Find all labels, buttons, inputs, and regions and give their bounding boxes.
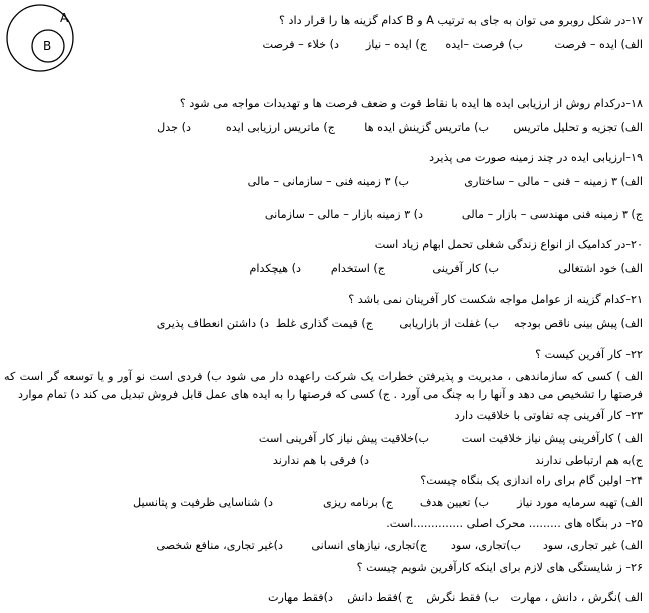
q19-option-a: الف) ۳ زمینه – فنی – مالی – ساختاری xyxy=(464,175,643,188)
q25-option-d: د)غیر تجاری، منافع شخصی xyxy=(156,539,283,552)
q23-option-d: د) فرقی با هم ندارند xyxy=(272,454,369,467)
question-26-stem: ۲۶– ز شایستگی های لازم برای اینکه کارآفرین شویم چیست ؟ xyxy=(356,561,643,574)
question-18-stem: ۱۸–درکدام روش از ارزیابی ایده ها ایده با نقاط قوت و ضعف فرصت ها و تهدیدات مواجه می شود ؟ xyxy=(179,97,643,110)
question-21-stem: ۲۱–کدام گزینه از عوامل مواجه شکست کار آفرینان نمی باشد ؟ xyxy=(348,293,643,306)
q20-option-c: ج) استخدام xyxy=(330,262,385,275)
q17-option-c: ج) ایده – نیاز xyxy=(365,38,427,51)
inner-circle-label: B xyxy=(43,39,52,53)
q24-option-d: د) شناسایی ظرفیت و پتانسیل xyxy=(133,496,273,509)
q19-option-b: ب) ۳ زمینه فنی – سازمانی – مالی xyxy=(247,175,409,188)
q18-option-b: ب) ماتریس گزینش ایده ها xyxy=(364,121,489,134)
q19-option-c: ج) ۳ زمینه فنی مهندسی – بازار – مالی xyxy=(461,208,643,221)
q21-option-d: د) داشتن انعطاف پذیری xyxy=(156,317,269,330)
q25-option-c: ج)تجاری، نیازهای انسانی xyxy=(311,539,427,552)
q26-option-c: ج )فقط دانش xyxy=(347,591,413,604)
q21-option-c: ج) قیمت گذاری غلط xyxy=(275,317,373,330)
q24-option-b: ب) تعیین هدف xyxy=(419,496,489,509)
q17-option-b: ب) فرصت –ایده xyxy=(445,38,523,51)
q26-option-b: ب) فقط نگرش xyxy=(426,591,499,604)
q24-option-c: ج) برنامه ریزی xyxy=(323,496,393,509)
q19-option-d: د) ۳ زمینه بازار – مالی – سازمانی xyxy=(264,208,423,221)
question-22-stem: ۲۲– کار آفرین کیست ؟ xyxy=(535,348,643,361)
q25-option-b: ب)تجاری، سود xyxy=(450,539,521,552)
q26-option-d: د)فقط مهارت xyxy=(267,591,333,604)
q26-option-a: الف )نگرش ، دانش ، مهارت xyxy=(510,591,643,604)
q20-option-b: ب) کار آفرینی xyxy=(432,262,499,275)
q20-option-a: الف) خود اشتغالی xyxy=(558,262,643,275)
q20-option-d: د) هیچکدام xyxy=(249,262,301,275)
q18-option-a: الف) تجزیه و تحلیل ماتریس xyxy=(513,121,643,134)
question-24-stem: ۲۴– اولین گام برای راه اندازی یک بنگاه چیست؟ xyxy=(420,474,643,487)
q17-option-d: د) خلاء – فرصت xyxy=(262,38,339,51)
question-23-stem: ۲۳– کار آفرینی چه تفاوتی با خلاقیت دارد xyxy=(454,409,643,422)
outer-circle-label: A xyxy=(60,11,69,25)
q21-option-b: ب) غفلت از بازاریابی xyxy=(399,317,499,330)
question-20-stem: ۲۰–در کدامیک از انواع زندگی شغلی تحمل ابهام زیاد است xyxy=(374,238,643,251)
q18-option-c: ج) ماتریس ارزیابی ایده xyxy=(225,121,335,134)
q23-option-c: ج)به هم ارتباطی ندارند xyxy=(535,454,643,467)
q24-option-a: الف) تهیه سرمایه مورد نیاز xyxy=(517,496,643,509)
q25-option-a: الف) غیر تجاری، سود xyxy=(542,539,643,552)
venn-diagram xyxy=(4,2,78,76)
question-25-stem: ۲۵– در بنگاه های ......... محرک اصلی ..............است. xyxy=(386,517,643,530)
q18-option-d: د) جدل xyxy=(157,121,191,134)
question-17-stem: ۱۷–در شکل روبرو می توان به جای به ترتیب A و B کدام گزینه ها را قرار داد ؟ xyxy=(279,14,643,27)
q23-option-a: الف ) کارآفرینی پیش نیاز خلاقیت است xyxy=(461,432,643,445)
q23-option-b: ب)خلاقیت پیش نیاز کار آفرینی است xyxy=(258,432,429,445)
q22-answers-paragraph: الف ) کسی که سازماندهی ، مدیریت و پذیرفتن خطرات یک شرکت راعهده دار می شود ب) فردی است نو آور و یا توسعه گر است که فرصتها را تشخیص می دهد و آنها را به چنگ می آورد . ج) کسی که فرصتها را به ایده های عمل قابل فروش تبدیل می کند د) تمام موارد xyxy=(4,370,643,401)
q21-option-a: الف) پیش بینی ناقص بودجه xyxy=(514,317,643,330)
q17-option-a: الف) ایده – فرصت xyxy=(554,38,643,51)
question-19-stem: ۱۹–ارزیابی ایده در چند زمینه صورت می پذیرد xyxy=(429,151,643,164)
